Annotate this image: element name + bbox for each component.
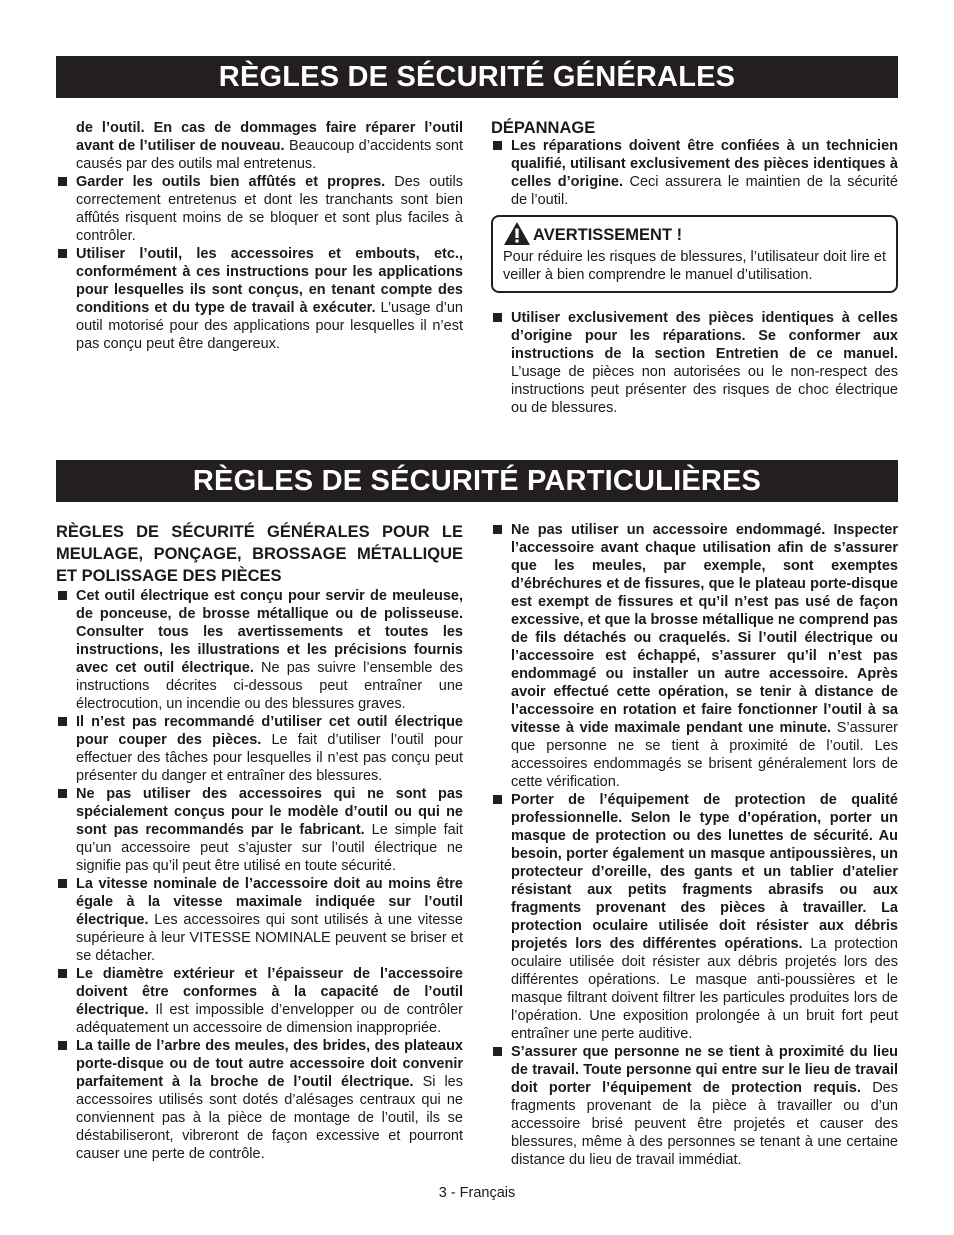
section-heading-depannage: DÉPANNAGE — [491, 119, 596, 137]
item-bold-text: Porter de l’équipement de protection de qualité professionnelle. Selon le type d’opération, porter un masque de protection ou des lunettes de sécurité. Au besoin, porter également un masque antipoussières, un protecteur d’oreille, des gants et un tablier d’atelier résistant aux petits fragments abrasifs ou aux fragments provenant des pièces à travailler. La protection oculaire utilisée doit résister aux débris projetés lors des différentes opérations. — [511, 792, 898, 952]
list-item — [56, 785, 463, 875]
list-item — [491, 521, 898, 791]
item-text: Le fait d’utiliser l’outil pour effectuer des tâches pour lesquelles il n’est pas conçu peut présenter du danger et entraîner des blessures. — [76, 732, 463, 784]
list-item — [56, 965, 463, 1037]
item-bold-text: Cet outil électrique est conçu pour servir de meuleuse, de ponceuse, de brosse métallique ou de polisseuse. Consulter tous les avertissements et toutes les instructions, les illustrations et les précisions fournis avec cet outil électrique. — [76, 588, 463, 676]
section-heading-meulage: RÈGLES DE SÉCURITÉ GÉNÉRALES POUR LE MEULAGE, PONÇAGE, BROSSAGE MÉTALLIQUE ET POLISSAGE DES PIÈCES — [56, 523, 463, 585]
item-text: L’usage d’un outil motorisé pour des applications pour lesquelles il n’est pas conçu peut être dangereux. — [76, 300, 463, 352]
item-text: Les accessoires qui sont utilisés à une vitesse supérieure à leur VITESSE NOMINALE peuvent se briser et se détacher. — [76, 912, 463, 964]
item-text: L’usage de pièces non autorisées ou le non-respect des instructions peut présenter des risques de choc électrique ou de blessures. — [511, 364, 898, 416]
item-text: Il est impossible d’envelopper ou de contrôler adéquatement un accessoire de dimension inappropriée. — [76, 1002, 463, 1036]
list-item — [56, 245, 463, 353]
item-text: Ceci assurera le maintien de la sécurité de l’outil. — [511, 174, 898, 208]
item-bold-text: Il n’est pas recommandé d’utiliser cet outil électrique pour couper des pièces. — [76, 714, 463, 748]
list-item — [491, 137, 898, 209]
item-text: Des outils correctement entretenus et dont les tranchants sont bien affûtés risquent moins de se bloquer et sont plus faciles à contrôler. — [76, 174, 463, 244]
warning-text: Pour réduire les risques de blessures, l’utilisateur doit lire et veiller à bien comprendre le manuel d’utilisation. — [503, 249, 886, 283]
section-banner-general: RÈGLES DE SÉCURITÉ GÉNÉRALES — [56, 56, 898, 98]
item-bold-text: Le diamètre extérieur et l’épaisseur de l’accessoire doivent être conformes à la capacité de l’outil électrique. — [76, 966, 463, 1018]
column-bottom-left — [56, 521, 463, 1163]
item-bold-text: Ne pas utiliser un accessoire endommagé. Inspecter l’accessoire avant chaque utilisation afin de s’assurer que les meules, par exemple, sont exemptes d’ébréchures et de fissures, que le plateau porte-disque est exempt de fissures et qu’il n’est pas usé de façon excessive, et que la brosse métallique ne comprend pas de fils détachés ou craquelés. Si l’outil électrique ou l’accessoire est échappé, s’assurer qu’il n’est pas endommagé ou installer un autre accessoire. Après avoir effectué cette opération, se tenir à distance de l’accessoire en rotation et faire fonctionner l’outil à sa vitesse à vide maximale pendant une minute. — [511, 522, 898, 736]
list-item — [56, 713, 463, 785]
list-item — [56, 875, 463, 965]
list-item — [56, 173, 463, 245]
item-bold-text: S’assurer que personne ne se tient à proximité du lieu de travail. Toute personne qui entre sur le lieu de travail doit porter l’équipement de protection requis. — [511, 1044, 898, 1096]
item-bold-text: La vitesse nominale de l’accessoire doit au moins être égale à la vitesse maximale indiquée sur l’outil électrique. — [76, 876, 463, 928]
column-bottom-right — [491, 521, 898, 1169]
warning-title-text: AVERTISSEMENT ! — [533, 226, 683, 244]
item-bold-text: Utiliser exclusivement des pièces identiques à celles d’origine pour les réparations. Se conformer aux instructions de la section Entretien de ce manuel. — [511, 310, 898, 362]
warning-title — [503, 225, 886, 245]
item-text: Si les accessoires utilisés sont dotés d’alésages centraux qui ne conviennent pas à la pièce de montage de l’outil, ils se déstabiliseront, vibreront de façon excessive et pourront causer une perte de contrôle. — [76, 1074, 463, 1162]
item-bold-text: Ne pas utiliser des accessoires qui ne sont pas spécialement conçus pour le modèle d’outil ou qui ne sont pas recommandés par le fabricant. — [76, 786, 463, 838]
page-footer: 3 - Français — [438, 1185, 516, 1201]
item-text: Ne pas suivre l’ensemble des instructions décrites ci-dessous peut entraîner une électrocution, un incendie ou des blessures graves. — [76, 660, 463, 712]
item-bold-text: Utiliser l’outil, les accessoires et embouts, etc., conformément à ces instructions pour les applications pour lesquelles ils sont conçus, en tenant compte des conditions et du type de travail à exécuter. — [76, 246, 463, 316]
list-item — [491, 309, 898, 417]
list-item — [56, 1037, 463, 1163]
item-bold-text: de l’outil. En cas de dommages faire réparer l’outil avant de l’utiliser de nouveau. — [76, 120, 463, 154]
list-item — [491, 791, 898, 1043]
item-text: Beaucoup d’accidents sont causés par des outils mal entretenus. — [76, 138, 464, 172]
item-bold-text: Garder les outils bien affûtés et propres. — [76, 174, 386, 190]
column-top-left — [56, 119, 463, 353]
item-text: Des fragments provenant de la pièce à travailler ou d’un accessoire brisé peuvent être projetés et causer des blessures, même à des personnes se tenant à une certaine distance du lieu de travail immédiat. — [511, 1080, 898, 1168]
list-item — [56, 119, 463, 173]
column-top-right — [491, 119, 898, 417]
warning-triangle-icon — [503, 221, 531, 246]
list-item — [491, 1043, 898, 1169]
section-banner-particular: RÈGLES DE SÉCURITÉ PARTICULIÈRES — [56, 460, 898, 502]
item-text: La protection oculaire utilisée doit résister aux débris projetés lors des différentes opérations. Le masque anti-poussières et le masque filtrant doivent filtrer les particules produites lors de l’opération. Une exposition prolongée à un bruit fort peut entraîner une perte auditive. — [511, 936, 898, 1042]
item-text: S’assurer que personne ne se tient à proximité de l’outil. Les accessoires endommagés se brisent généralement lors de cette vérification. — [511, 720, 899, 790]
item-text: Le simple fait qu’un accessoire peut s’ajuster sur l’outil électrique ne signifie pas qu’il peut être utilisé en toute sécurité. — [76, 822, 463, 874]
warning-box — [491, 215, 898, 293]
item-bold-text: La taille de l’arbre des meules, des brides, des plateaux porte-disque ou de tout autre accessoire doit convenir parfaitement à la broche de l’outil électrique. — [76, 1038, 463, 1090]
item-bold-text: Les réparations doivent être confiées à un technicien qualifié, utilisant exclusivement des pièces identiques à celles d’origine. — [511, 138, 898, 190]
list-item — [56, 587, 463, 713]
